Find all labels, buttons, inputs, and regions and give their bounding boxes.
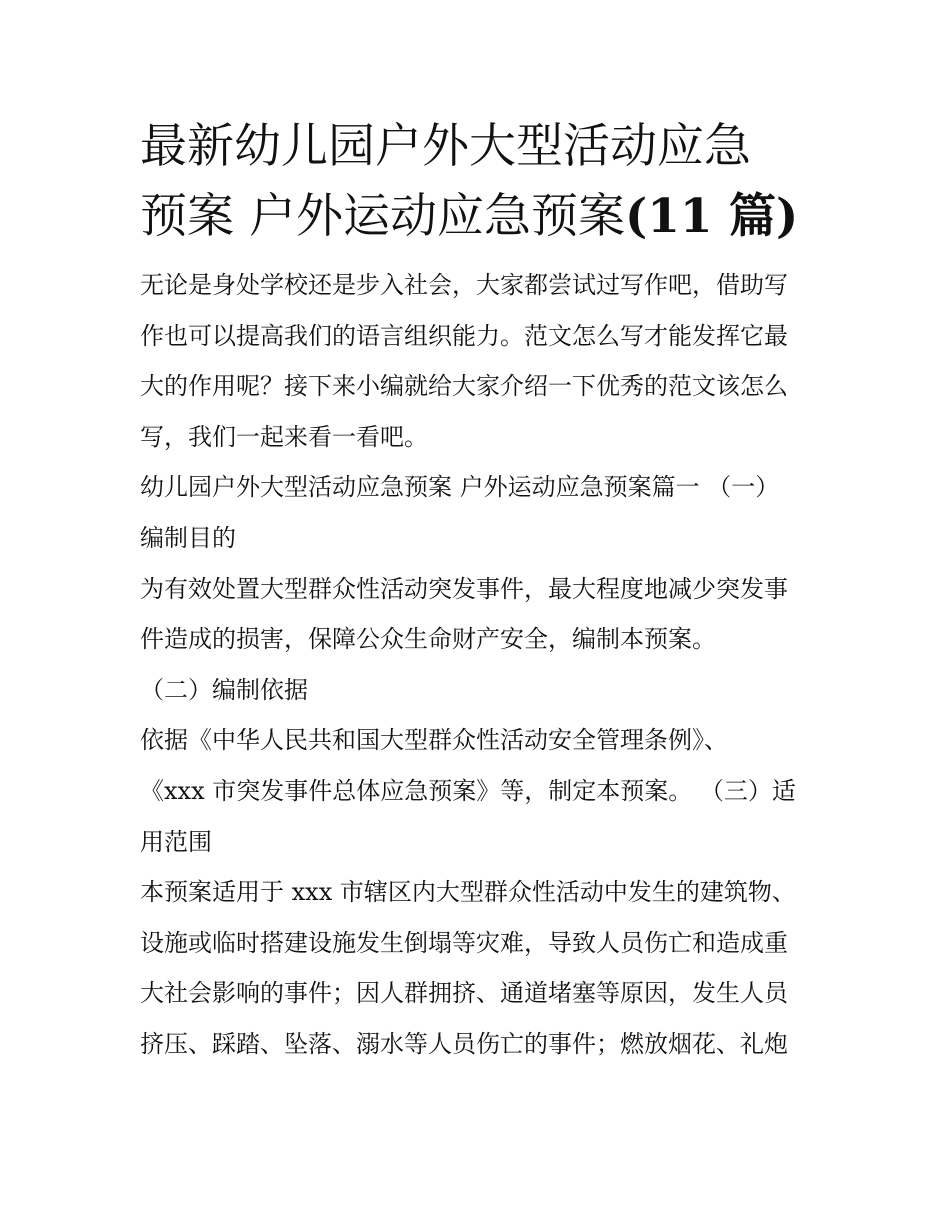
section-heading-line: 幼儿园户外大型活动应急预案 户外运动应急预案篇一 （一） (140, 473, 780, 502)
document-title (140, 112, 815, 252)
body-line: 写，我们一起来看一看吧。 (140, 422, 428, 451)
body-line: 《xxx 市突发事件总体应急预案》等，制定本预案。 （三）适 (140, 776, 796, 805)
body-line: 设施或临时搭建设施发生倒塌等灾难，导致人员伤亡和造成重 (140, 928, 788, 957)
body-line: 作也可以提高我们的语言组织能力。范文怎么写才能发挥它最 (140, 321, 788, 350)
body-line: 挤压、踩踏、坠落、溺水等人员伤亡的事件；燃放烟花、礼炮 (140, 1029, 788, 1058)
title-line-1: 最新幼儿园户外大型活动应急 (140, 119, 751, 174)
section-heading-line: （二）编制依据 (140, 675, 308, 704)
body-line: 件造成的损害，保障公众生命财产安全，编制本预案。 (140, 625, 716, 654)
section-heading-line: 编制目的 (140, 523, 236, 552)
body-line: 大的作用呢？接下来小编就给大家介绍一下优秀的范文该怎么 (140, 372, 788, 401)
body-line: 依据《中华人民共和国大型群众性活动安全管理条例》、 (140, 726, 728, 755)
body-line: 大社会影响的事件；因人群拥挤、通道堵塞等原因，发生人员 (140, 979, 788, 1008)
title-line-2: 预案 户外运动应急预案 (140, 189, 625, 244)
body-line: 无论是身处学校还是步入社会，大家都尝试过写作吧，借助写 (140, 271, 788, 299)
title-line-2-count: (11 篇) (624, 189, 799, 244)
body-line: 为有效处置大型群众性活动突发事件，最大程度地减少突发事 (140, 574, 788, 603)
body-line: 本预案适用于 xxx 市辖区内大型群众性活动中发生的建筑物、 (140, 878, 796, 907)
document-content (140, 112, 815, 1070)
section-heading-line: 用范围 (140, 827, 212, 856)
